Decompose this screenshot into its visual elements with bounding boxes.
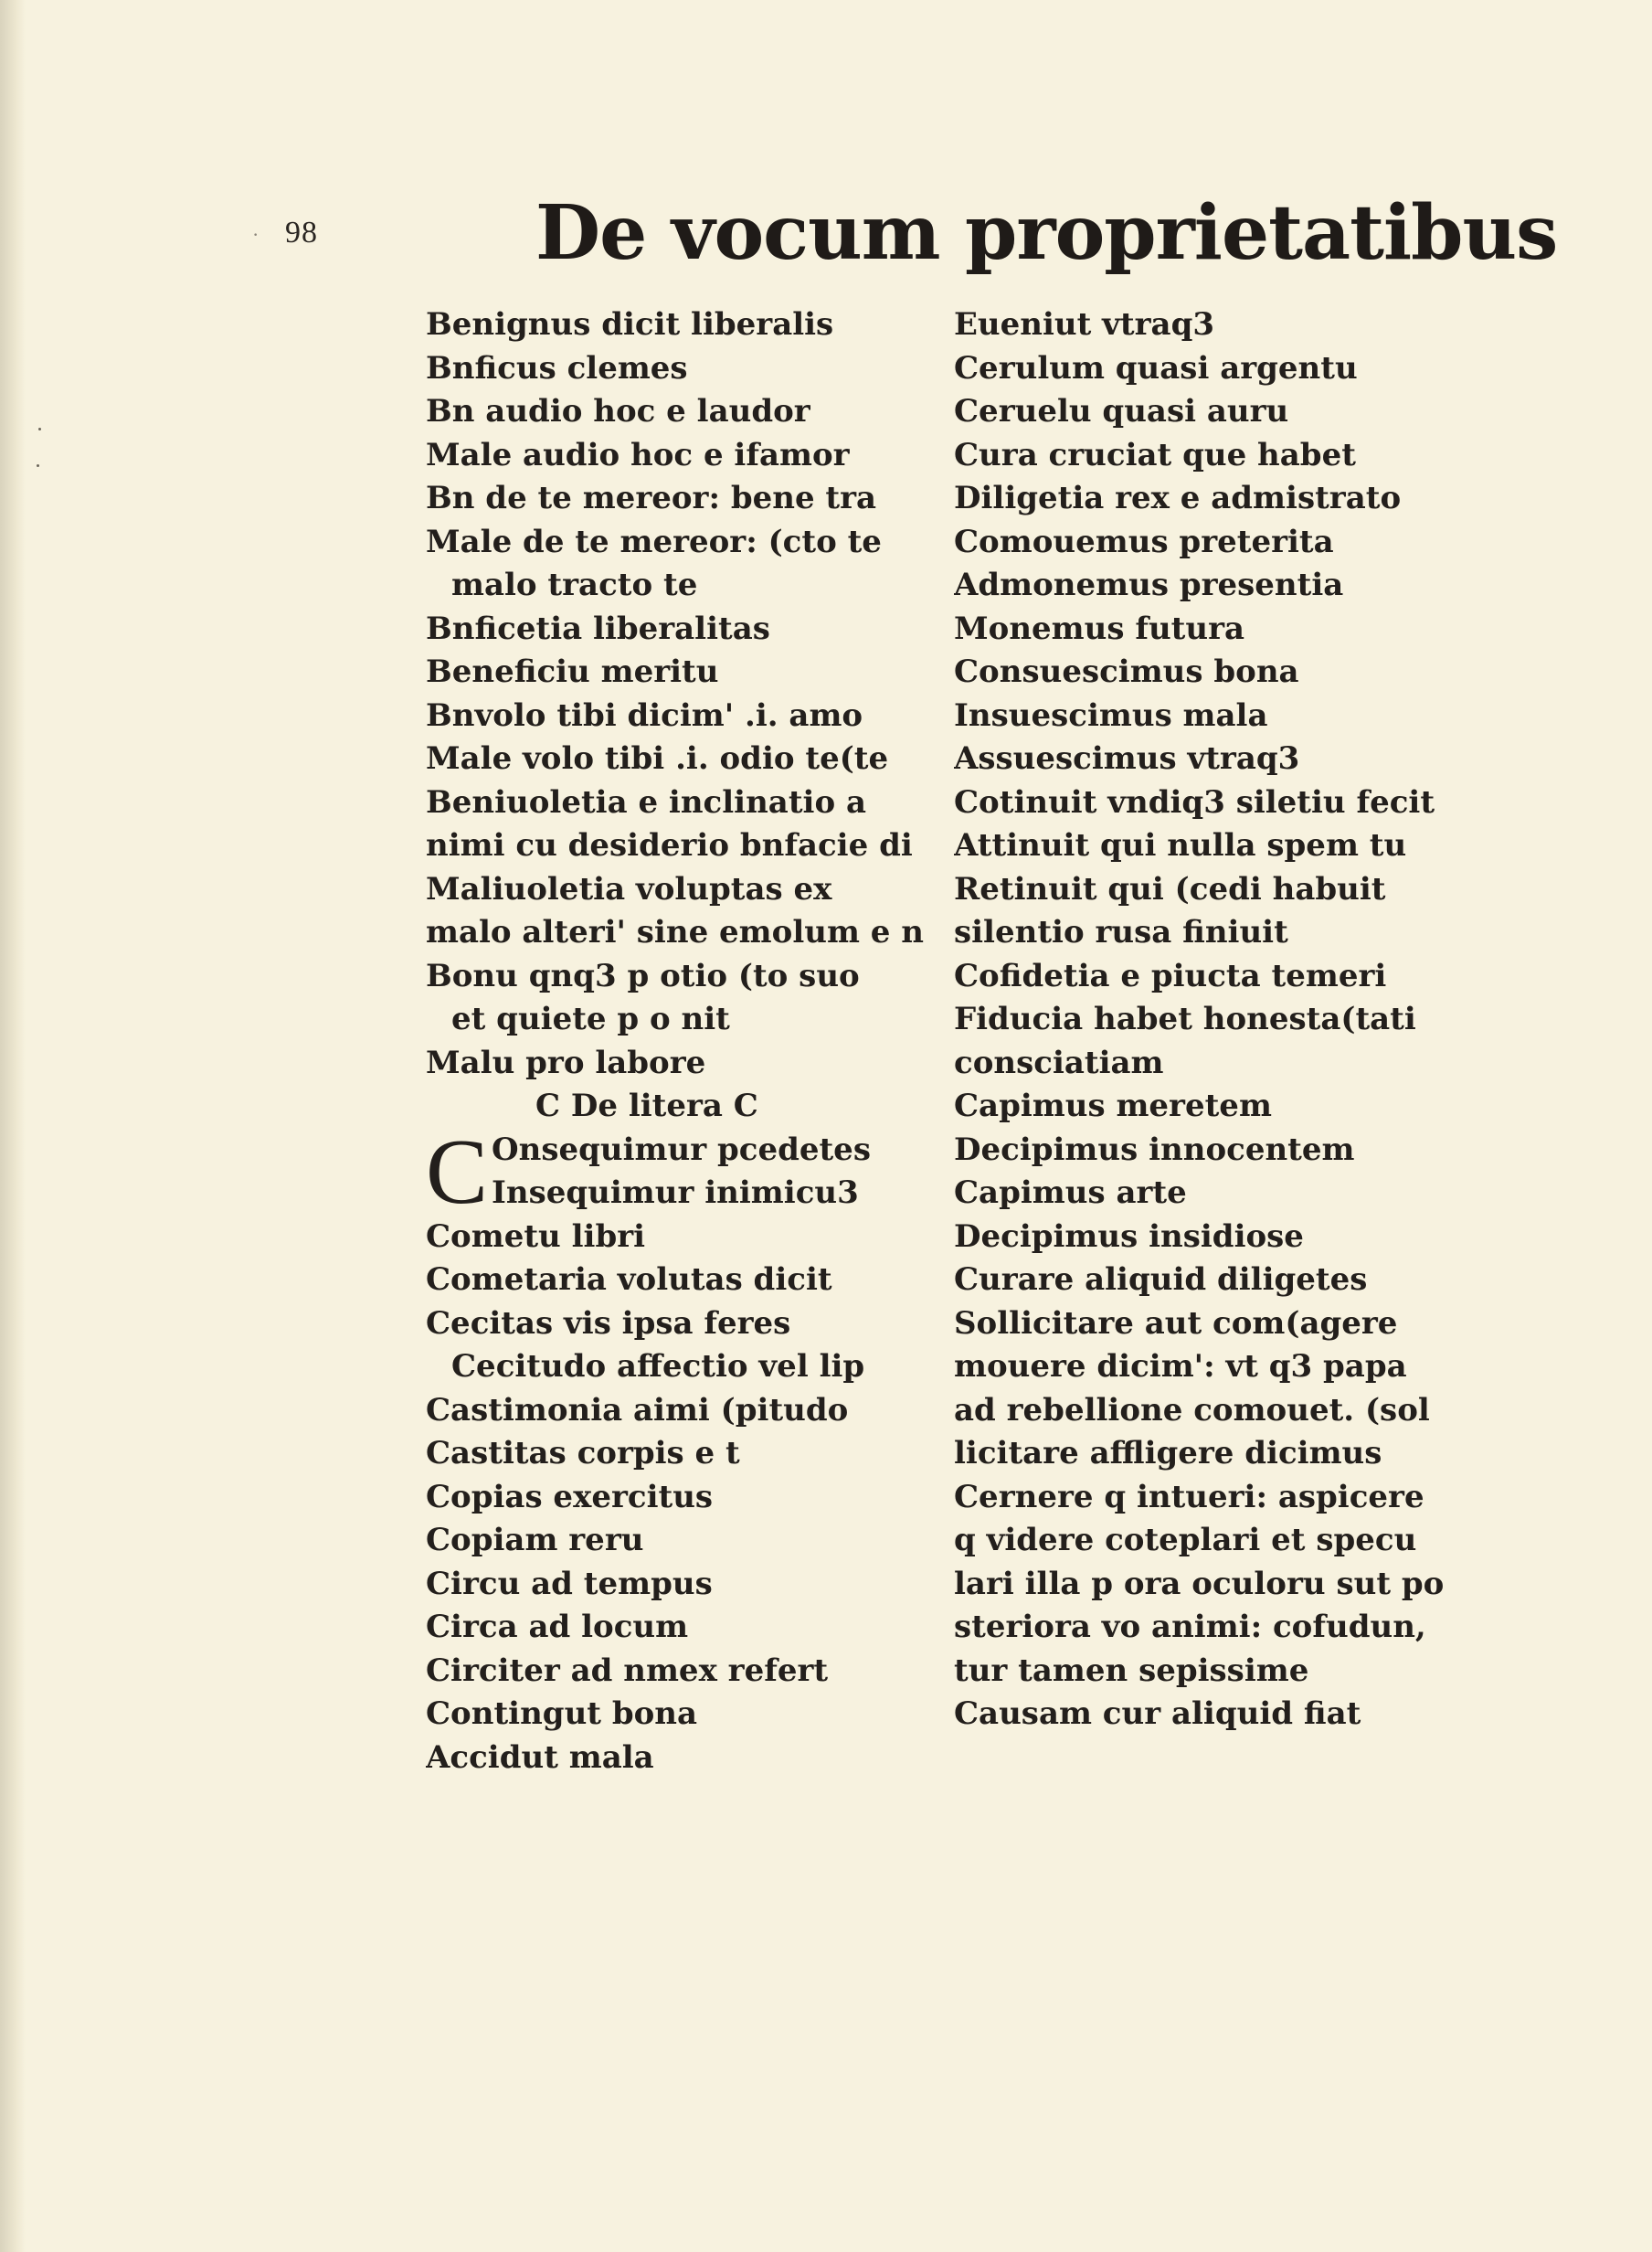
text-line: et quiete p o nit — [451, 1001, 730, 1037]
text-line: Bnficetia liberalitas — [426, 610, 770, 647]
text-line: Cura cruciat que habet — [954, 436, 1356, 473]
text-line: Bnvolo tibi dicim' .i. amo — [426, 696, 863, 734]
text-line: mouere dicim': vt q3 papa — [954, 1348, 1407, 1385]
text-line: nimi cu desiderio bnfacie di — [426, 827, 913, 864]
section-heading: C De litera C — [535, 1088, 758, 1124]
text-line: Sollicitare aut com(agere — [954, 1304, 1398, 1342]
right-column-lines — [954, 303, 1466, 1737]
text-line: Decipimus innocentem — [954, 1131, 1355, 1168]
text-line: Accidut mala — [426, 1738, 654, 1776]
text-line: Cecitudo affectio vel lip — [451, 1348, 865, 1385]
text-line: Cometaria volutas dicit — [426, 1261, 832, 1298]
text-line: Maliuoletia voluptas ex — [426, 870, 832, 908]
text-line: Causam cur aliquid fiat — [954, 1695, 1361, 1732]
text-line: Assuescimus vtraq3 — [954, 740, 1300, 777]
text-line: Cecitas vis ipsa feres — [426, 1304, 791, 1342]
text-line: Bonu qnq3 p otio (to suo — [426, 957, 860, 994]
text-line: Retinuit qui (cedi habuit — [954, 870, 1386, 908]
text-line: Capimus arte — [954, 1174, 1187, 1211]
paper-speck — [37, 464, 39, 467]
left-column-lines — [426, 303, 937, 1085]
text-line: Ceruelu quasi auru — [954, 393, 1289, 430]
page-number: 98 — [285, 216, 318, 250]
paper-speck — [38, 428, 41, 430]
text-line: q videre coteplari et specu — [954, 1522, 1417, 1558]
text-line: silentio rusa finiuit — [954, 914, 1288, 951]
text-line: Decipimus insidiose — [954, 1217, 1304, 1255]
text-line: Beneficiu meritu — [426, 653, 719, 690]
text-line: licitare affligere dicimus — [954, 1435, 1382, 1471]
drop-cap-line: Insequimur inimicu3 — [492, 1174, 859, 1211]
left-column — [426, 303, 937, 1779]
drop-cap-block — [426, 1120, 937, 1224]
text-line: Attinuit qui nulla spem tu — [954, 827, 1407, 864]
running-title: De vocum proprietatibus — [535, 189, 1558, 277]
text-line: Curare aliquid diligetes — [954, 1261, 1368, 1298]
text-line: lari illa p ora oculoru sut po — [954, 1565, 1445, 1602]
text-line: Benignus dicit liberalis — [426, 306, 834, 343]
text-line: Capimus meretem — [954, 1088, 1272, 1124]
text-line: Bn audio hoc e laudor — [426, 393, 810, 430]
drop-cap: C — [426, 1120, 489, 1224]
text-line: Fiducia habet honesta(tati — [954, 1001, 1416, 1037]
text-line: Castitas corpis e t — [426, 1435, 740, 1471]
drop-cap-line: Onsequimur pcedetes — [492, 1131, 871, 1168]
page-gutter-shadow — [0, 0, 26, 2252]
text-line: Cotinuit vndiq3 siletiu fecit — [954, 783, 1435, 821]
text-line: Consuescimus bona — [954, 653, 1299, 690]
text-line: Copias exercitus — [426, 1478, 714, 1515]
text-line: Cometu libri — [426, 1217, 646, 1255]
text-line: malo tracto te — [451, 567, 698, 603]
text-line: Beniuoletia e inclinatio a — [426, 783, 866, 821]
text-line: Comouemus preterita — [954, 523, 1334, 560]
text-line: Cerulum quasi argentu — [954, 349, 1358, 387]
text-line: Male de te mereor: (cto te — [426, 523, 882, 560]
text-line: Malu pro labore — [426, 1044, 706, 1081]
text-line: Admonemus presentia — [954, 567, 1344, 603]
text-line: consciatiam — [954, 1044, 1164, 1081]
text-line: Cofidetia e piucta temeri — [954, 957, 1387, 994]
text-line: steriora vo animi: cofudun, — [954, 1609, 1426, 1645]
text-line: Castimonia aimi (pitudo — [426, 1391, 849, 1429]
text-line: Bn de te mereor: bene tra — [426, 480, 877, 516]
page-number-mark: · — [252, 223, 259, 246]
text-line: ad rebellione comouet. (sol — [954, 1391, 1430, 1429]
text-line: tur tamen sepissime — [954, 1652, 1309, 1689]
text-line: Copiam reru — [426, 1522, 644, 1558]
text-line: Male volo tibi .i. odio te(te — [426, 740, 889, 777]
text-line: Circiter ad nmex refert — [426, 1652, 829, 1689]
text-line: Circu ad tempus — [426, 1565, 713, 1602]
text-line: Contingut bona — [426, 1695, 698, 1732]
text-line: Cernere q intueri: aspicere — [954, 1478, 1424, 1515]
text-line: Bnficus clemes — [426, 349, 688, 387]
text-line: Circa ad locum — [426, 1609, 689, 1645]
text-line: malo alteri' sine emolum e n — [426, 914, 924, 951]
text-line: Diligetia rex e admistrato — [954, 480, 1402, 516]
left-column-lines-after — [426, 1216, 937, 1780]
text-line: Insuescimus mala — [954, 696, 1268, 734]
text-line: Monemus futura — [954, 610, 1245, 647]
text-line: Male audio hoc e ifamor — [426, 436, 850, 473]
text-line: Eueniut vtraq3 — [954, 306, 1214, 343]
right-column — [954, 303, 1466, 1737]
